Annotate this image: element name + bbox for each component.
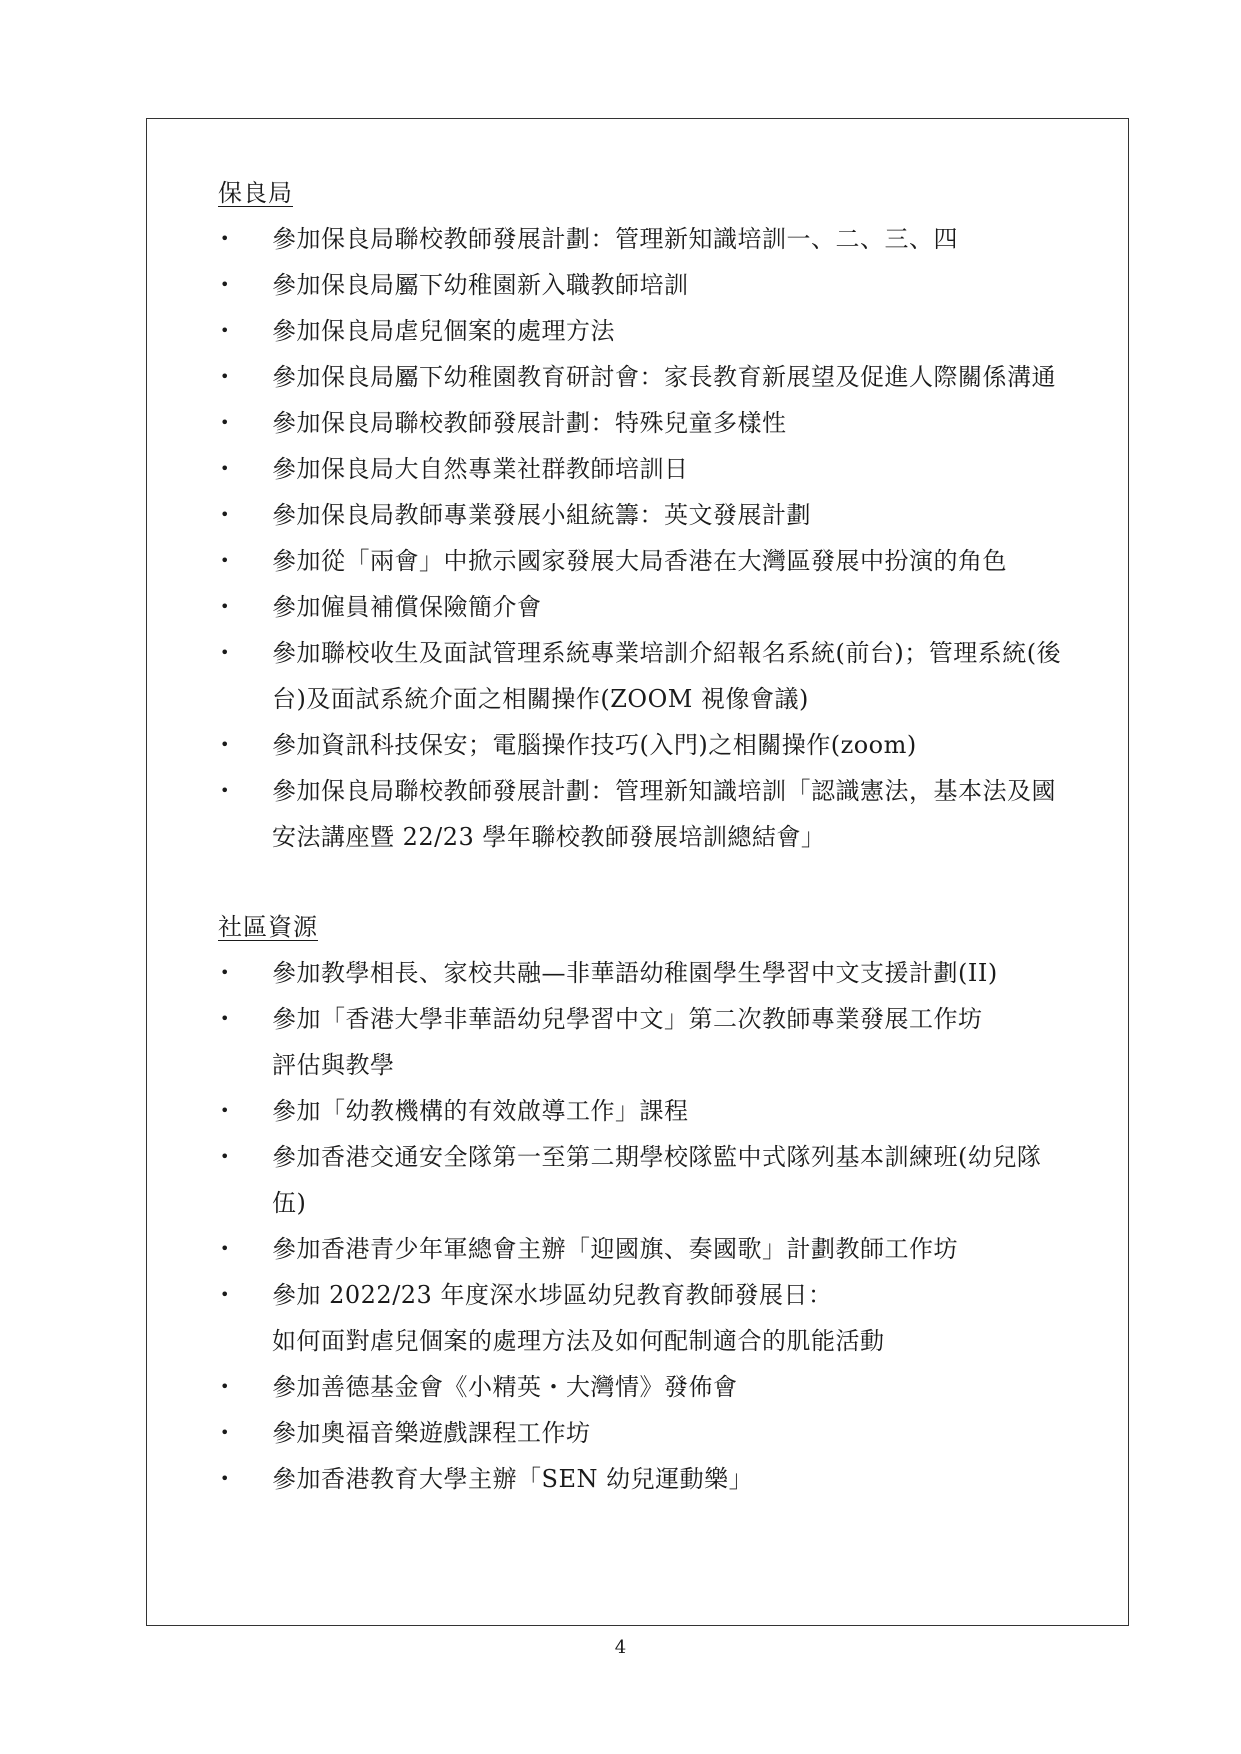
bullet-icon: • [220, 597, 230, 616]
list-item [218, 1134, 1128, 1226]
bullet-icon: • [220, 413, 230, 432]
bullet-icon: • [220, 1239, 230, 1258]
list-item-text: 參加保良局大自然專業社群教師培訓日 [272, 455, 689, 483]
list-item [218, 1410, 1128, 1456]
list-item [218, 354, 1128, 400]
list-item-text: 參加奧福音樂遊戲課程工作坊 [272, 1419, 591, 1447]
bullet-icon: • [220, 963, 230, 982]
section-community-resources [218, 904, 1128, 1502]
bullet-icon: • [220, 1285, 230, 1304]
list-item [218, 584, 1128, 630]
section-heading: 社區資源 [218, 913, 318, 941]
bullet-icon: • [220, 1377, 230, 1396]
list-item [218, 308, 1128, 354]
list-item-text: 參加保良局虐兒個案的處理方法 [272, 317, 615, 345]
bullet-icon: • [220, 1101, 230, 1120]
list-item-text: 參加香港交通安全隊第一至第二期學校隊監中式隊列基本訓練班(幼兒隊 [272, 1143, 1042, 1171]
bullet-icon: • [220, 1147, 230, 1166]
list-item [218, 446, 1128, 492]
bullet-icon: • [220, 459, 230, 478]
bullet-icon: • [220, 1469, 230, 1488]
list-item [218, 1272, 1128, 1364]
bullet-icon: • [220, 275, 230, 294]
list-item-text: 參加香港青少年軍總會主辦「迎國旗、奏國歌」計劃教師工作坊 [272, 1235, 958, 1263]
section-pok-oi [218, 170, 1128, 860]
list-item [218, 950, 1128, 996]
bullet-icon: • [220, 321, 230, 340]
item-list [218, 216, 1128, 860]
list-item-text: 安法講座暨 22/23 學年聯校教師發展培訓總結會」 [272, 823, 826, 851]
list-item [218, 1088, 1128, 1134]
list-item [218, 262, 1128, 308]
item-list [218, 950, 1128, 1502]
section-heading: 保良局 [218, 179, 293, 207]
list-item-text: 台)及面試系統介面之相關操作(ZOOM 視像會議) [272, 685, 809, 713]
list-item-text: 伍) [272, 1189, 307, 1217]
list-item-text: 如何面對虐兒個案的處理方法及如何配制適合的肌能活動 [272, 1327, 885, 1355]
list-item-text: 評估與教學 [272, 1051, 395, 1079]
list-item-text: 參加「幼教機構的有效啟導工作」課程 [272, 1097, 689, 1125]
bullet-icon: • [220, 229, 230, 248]
list-item-text: 參加 2022/23 年度深水埗區幼兒教育教師發展日： [272, 1281, 833, 1309]
list-item-text: 參加從「兩會」中掀示國家發展大局香港在大灣區發展中扮演的角色 [272, 547, 1007, 575]
list-item-text: 參加資訊科技保安；電腦操作技巧(入門)之相關操作(zoom) [272, 731, 917, 759]
bullet-icon: • [220, 505, 230, 524]
bullet-icon: • [220, 735, 230, 754]
page-number: 4 [614, 1637, 627, 1658]
list-item [218, 1226, 1128, 1272]
list-item-text: 參加聯校收生及面試管理系統專業培訓介紹報名系統(前台)；管理系統(後 [272, 639, 1062, 667]
list-item-text: 參加教學相長、家校共融—非華語幼稚園學生學習中文支援計劃(II) [272, 959, 998, 987]
list-item [218, 216, 1128, 262]
bullet-icon: • [220, 551, 230, 570]
document-body [218, 170, 1128, 1502]
list-item [218, 538, 1128, 584]
list-item [218, 996, 1128, 1088]
list-item [218, 1456, 1128, 1502]
list-item [218, 492, 1128, 538]
list-item [218, 1364, 1128, 1410]
list-item-text: 參加保良局屬下幼稚園教育研討會：家長教育新展望及促進人際關係溝通 [272, 363, 1056, 391]
list-item [218, 630, 1128, 722]
list-item-text: 參加「香港大學非華語幼兒學習中文」第二次教師專業發展工作坊 [272, 1005, 983, 1033]
list-item-text: 參加香港教育大學主辦「SEN 幼兒運動樂」 [272, 1465, 754, 1493]
list-item-text: 參加保良局聯校教師發展計劃：特殊兒童多樣性 [272, 409, 787, 437]
bullet-icon: • [220, 367, 230, 386]
bullet-icon: • [220, 1009, 230, 1028]
list-item-text: 參加保良局聯校教師發展計劃：管理新知識培訓一、二、三、四 [272, 225, 958, 253]
list-item-text: 參加保良局屬下幼稚園新入職教師培訓 [272, 271, 689, 299]
list-item-text: 參加善德基金會《小精英・大灣情》發佈會 [272, 1373, 738, 1401]
list-item-text: 參加保良局教師專業發展小組統籌：英文發展計劃 [272, 501, 811, 529]
bullet-icon: • [220, 781, 230, 800]
list-item [218, 768, 1128, 860]
bullet-icon: • [220, 643, 230, 662]
list-item [218, 400, 1128, 446]
bullet-icon: • [220, 1423, 230, 1442]
list-item-text: 參加保良局聯校教師發展計劃：管理新知識培訓「認識憲法，基本法及國 [272, 777, 1056, 805]
list-item [218, 722, 1128, 768]
list-item-text: 參加僱員補償保險簡介會 [272, 593, 542, 621]
